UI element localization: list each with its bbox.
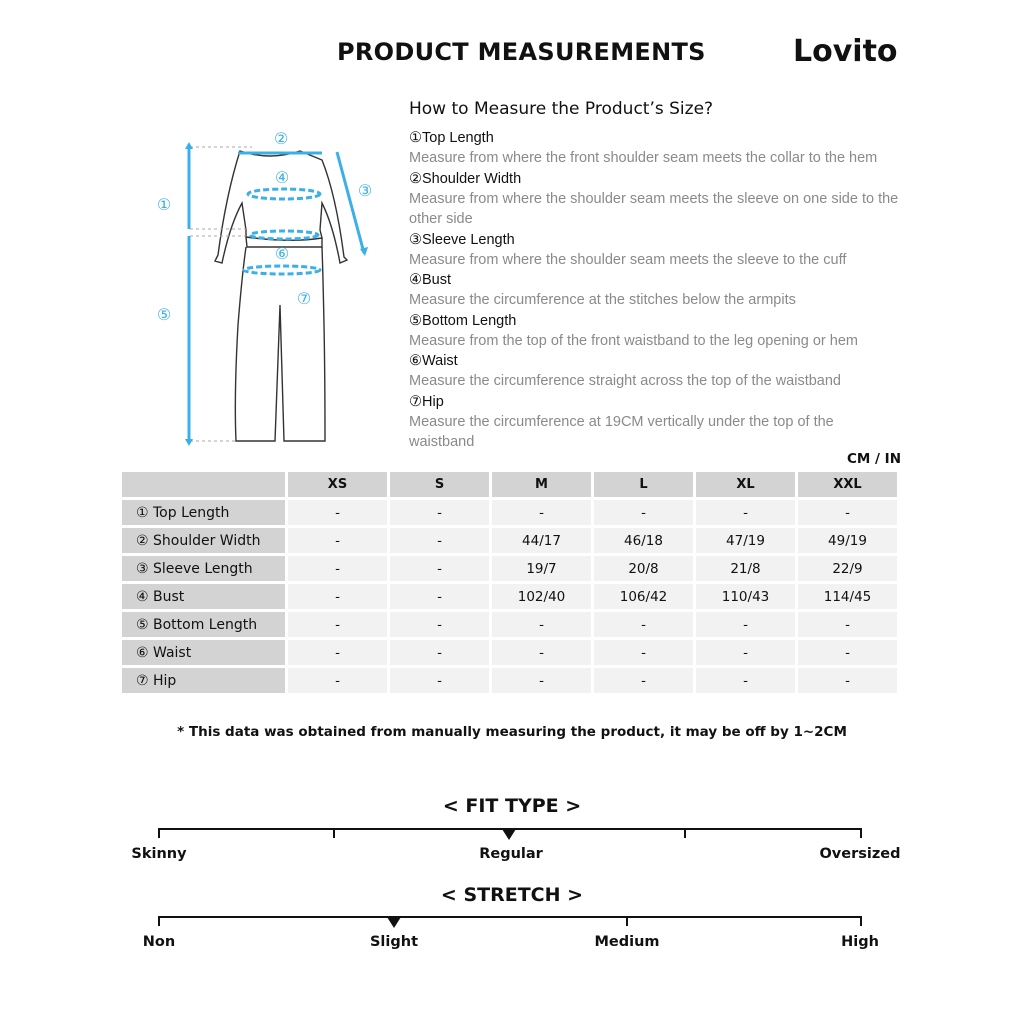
table-cell: - <box>798 612 897 637</box>
table-cell: - <box>594 500 693 525</box>
marker-7: ⑦ <box>296 289 312 308</box>
table-cell: 44/17 <box>492 528 591 553</box>
table-cell: - <box>288 500 387 525</box>
table-cell: - <box>390 668 489 693</box>
measure-description: Measure from where the shoulder seam meets the sleeve on one side to the other side <box>409 190 899 227</box>
fit-label-skinny: Skinny <box>131 846 187 862</box>
table-cell: - <box>390 640 489 665</box>
table-cell: - <box>288 640 387 665</box>
stretch-label-medium: Medium <box>594 934 660 950</box>
table-cell: - <box>594 640 693 665</box>
stretch-scale-line <box>158 916 862 918</box>
size-table <box>119 469 900 696</box>
table-cell: - <box>492 612 591 637</box>
table-row <box>122 556 897 581</box>
fit-type-tick <box>684 828 686 838</box>
measure-description: Measure the circumference straight across the top of the waistband <box>409 373 841 389</box>
row-label: ⑥ Waist <box>122 640 285 665</box>
table-cell: - <box>390 584 489 609</box>
garment-outline <box>215 151 347 441</box>
stretch-label-non: Non <box>142 934 176 950</box>
measure-item-bottom-length <box>409 311 899 352</box>
size-header-s: S <box>390 472 489 497</box>
page-title: PRODUCT MEASUREMENTS <box>337 38 706 66</box>
row-label: ③ Sleeve Length <box>122 556 285 581</box>
table-cell: 106/42 <box>594 584 693 609</box>
fit-label-oversized: Oversized <box>819 846 901 862</box>
table-cell: 22/9 <box>798 556 897 581</box>
table-cell: - <box>288 556 387 581</box>
table-cell: 47/19 <box>696 528 795 553</box>
measure-item-shoulder-width <box>409 169 899 230</box>
table-row <box>122 584 897 609</box>
table-cell: - <box>696 500 795 525</box>
table-cell: - <box>798 500 897 525</box>
brand-logo: Lovito <box>793 34 898 69</box>
table-cell: - <box>492 640 591 665</box>
stretch-tick <box>626 916 628 926</box>
row-label: ⑤ Bottom Length <box>122 612 285 637</box>
measure-item-bust <box>409 270 899 311</box>
table-cell: 20/8 <box>594 556 693 581</box>
fit-type-tick <box>333 828 335 838</box>
measure-item-waist <box>409 351 899 392</box>
marker-1: ① <box>156 195 172 214</box>
measure-item-top-length <box>409 128 899 169</box>
row-label: ② Shoulder Width <box>122 528 285 553</box>
table-cell: - <box>594 668 693 693</box>
size-header-m: M <box>492 472 591 497</box>
table-cell: 49/19 <box>798 528 897 553</box>
table-cell: - <box>390 528 489 553</box>
fit-type-tick <box>158 828 160 838</box>
measure-heading: ⑦Hip <box>409 393 444 410</box>
row-label: ④ Bust <box>122 584 285 609</box>
table-cell: - <box>390 556 489 581</box>
header-corner <box>122 472 285 497</box>
table-cell: - <box>798 640 897 665</box>
table-cell: - <box>492 668 591 693</box>
marker-5: ⑤ <box>156 305 172 324</box>
measurement-note: * This data was obtained from manually measuring the product, it may be off by 1~2CM <box>177 724 847 740</box>
howto-title: How to Measure the Product’s Size? <box>409 99 714 119</box>
measure-item-sleeve-length <box>409 230 899 271</box>
measure-description: Measure from the top of the front waistband to the leg opening or hem <box>409 332 858 349</box>
size-header-xl: XL <box>696 472 795 497</box>
measure-heading: ①Top Length <box>409 130 494 146</box>
measure-description: Measure from where the shoulder seam meets the sleeve to the cuff <box>409 251 847 268</box>
table-cell: - <box>288 584 387 609</box>
fit-type-indicator-icon <box>502 829 516 840</box>
stretch-label-high: High <box>841 934 879 950</box>
table-cell: 19/7 <box>492 556 591 581</box>
size-header-l: L <box>594 472 693 497</box>
measure-heading: ②Shoulder Width <box>409 170 522 187</box>
size-header-xxl: XXL <box>798 472 897 497</box>
table-cell: - <box>492 500 591 525</box>
size-header-row <box>122 472 897 497</box>
unit-label: CM / IN <box>847 451 901 467</box>
table-row <box>122 668 897 693</box>
stretch-label-slight: Slight <box>369 934 419 950</box>
table-row <box>122 528 897 553</box>
measure-heading: ⑤Bottom Length <box>409 312 517 329</box>
measure-heading: ④Bust <box>409 272 452 288</box>
table-cell: - <box>696 612 795 637</box>
table-cell: - <box>696 668 795 693</box>
table-cell: 102/40 <box>492 584 591 609</box>
size-header-xs: XS <box>288 472 387 497</box>
table-cell: - <box>696 640 795 665</box>
table-cell: - <box>288 612 387 637</box>
stretch-tick <box>860 916 862 926</box>
stretch-indicator-icon <box>387 917 401 928</box>
stretch-title: < STRETCH > <box>440 884 584 906</box>
marker-2: ② <box>273 129 289 148</box>
measure-heading: ③Sleeve Length <box>409 231 515 248</box>
table-cell: - <box>288 668 387 693</box>
measure-instructions <box>409 128 899 453</box>
measure-description: Measure from where the front shoulder seam meets the collar to the hem <box>409 150 878 166</box>
table-cell: - <box>594 612 693 637</box>
table-cell: 46/18 <box>594 528 693 553</box>
garment-diagram <box>150 125 390 455</box>
table-row <box>122 612 897 637</box>
table-cell: - <box>288 528 387 553</box>
measure-heading: ⑥Waist <box>409 353 458 369</box>
table-cell: - <box>390 500 489 525</box>
table-cell: - <box>798 668 897 693</box>
row-label: ⑦ Hip <box>122 668 285 693</box>
marker-6: ⑥ <box>274 244 290 263</box>
table-cell: 114/45 <box>798 584 897 609</box>
fit-type-tick <box>860 828 862 838</box>
marker-3: ③ <box>357 181 373 200</box>
table-cell: 110/43 <box>696 584 795 609</box>
row-label: ① Top Length <box>122 500 285 525</box>
table-cell: 21/8 <box>696 556 795 581</box>
measure-description: Measure the circumference at 19CM vertically under the top of the waistband <box>409 413 834 450</box>
table-row <box>122 500 897 525</box>
dashed-guides <box>190 147 252 441</box>
measure-description: Measure the circumference at the stitches below the armpits <box>409 292 796 308</box>
fit-label-regular: Regular <box>479 846 543 862</box>
stretch-tick <box>158 916 160 926</box>
measure-item-hip <box>409 392 899 453</box>
table-cell: - <box>390 612 489 637</box>
table-row <box>122 640 897 665</box>
marker-4: ④ <box>274 168 290 187</box>
fit-type-title: < FIT TYPE > <box>442 795 582 817</box>
